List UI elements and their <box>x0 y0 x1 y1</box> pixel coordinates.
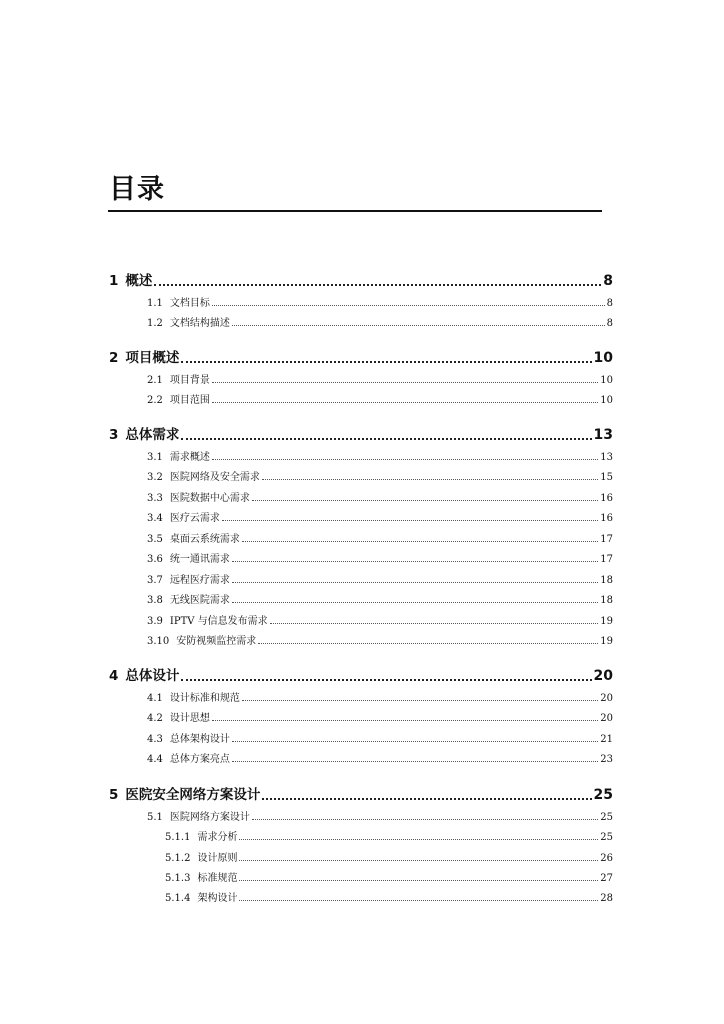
toc-entry-label: 总体架构设计 <box>169 734 230 745</box>
toc-entry-number: 4.1 <box>147 693 163 704</box>
toc-entry-page: 15 <box>600 472 613 483</box>
toc-entry-label: 统一通讯需求 <box>169 554 230 565</box>
toc-entry-number: 3.7 <box>147 575 163 586</box>
toc-leader-dots <box>239 880 598 881</box>
toc-entry-label: 设计原则 <box>197 853 238 864</box>
toc-entry-number: 4.4 <box>147 754 163 765</box>
toc-entry-label: 设计思想 <box>169 713 210 724</box>
toc-entry-page: 17 <box>600 534 613 545</box>
toc-entry-label: 项目概述 <box>125 350 180 366</box>
toc-entry[interactable] <box>147 612 613 627</box>
toc-entry-label: 架构设计 <box>197 893 238 904</box>
toc-entry-label: 需求概述 <box>169 452 210 463</box>
toc-entry[interactable] <box>147 689 613 704</box>
toc-entry-number: 2 <box>109 350 119 366</box>
toc-entry[interactable] <box>165 889 613 904</box>
toc-entry-number: 2.1 <box>147 375 163 386</box>
toc-entry-page: 20 <box>600 693 613 704</box>
toc-entry-page: 17 <box>600 554 613 565</box>
toc-entry-label: 需求分析 <box>197 832 238 843</box>
toc-entry[interactable] <box>147 591 613 606</box>
toc-entry[interactable] <box>147 730 613 745</box>
toc-entry-label: 总体需求 <box>125 427 180 443</box>
toc-leader-dots <box>258 643 598 644</box>
toc-entry-label: 总体方案亮点 <box>169 754 230 765</box>
toc-leader-dots <box>181 361 591 363</box>
toc-entry-label: 医院网络及安全需求 <box>169 472 260 483</box>
toc-entry-page: 13 <box>593 427 613 443</box>
toc-entry[interactable] <box>147 571 613 586</box>
toc-entry-number: 5.1 <box>147 812 163 823</box>
toc-entry-label: 安防视频监控需求 <box>176 636 257 647</box>
toc-leader-dots <box>232 325 605 326</box>
toc-entry-page: 16 <box>600 513 613 524</box>
toc-entry[interactable] <box>147 709 613 724</box>
toc-entry[interactable] <box>147 808 613 823</box>
toc-entry[interactable] <box>165 849 613 864</box>
toc-entry-label: IPTV 与信息发布需求 <box>169 616 268 627</box>
toc-entry-page: 20 <box>600 713 613 724</box>
toc-entry-number: 4.2 <box>147 713 163 724</box>
toc-entry[interactable] <box>147 530 613 545</box>
toc-entry-number: 3.5 <box>147 534 163 545</box>
toc-entry[interactable] <box>109 783 613 803</box>
toc-entry[interactable] <box>147 489 613 504</box>
toc-leader-dots <box>154 284 601 286</box>
toc-entry-number: 3.4 <box>147 513 163 524</box>
toc-entry-number: 2.2 <box>147 395 163 406</box>
toc-leader-dots <box>212 402 598 403</box>
toc-entry[interactable] <box>147 750 613 765</box>
toc-leader-dots <box>252 819 598 820</box>
toc-entry-page: 26 <box>600 853 613 864</box>
toc-entry-page: 19 <box>600 616 613 627</box>
toc-entry-page: 10 <box>600 395 613 406</box>
toc-entry-number: 1.1 <box>147 298 163 309</box>
toc-entry-page: 20 <box>593 668 613 684</box>
toc-entry[interactable] <box>147 371 613 386</box>
toc-entry-number: 5.1.4 <box>165 893 191 904</box>
toc-leader-dots <box>212 720 598 721</box>
toc-entry-number: 5 <box>109 787 119 803</box>
toc-entry-label: 无线医院需求 <box>169 595 230 606</box>
toc-entry-number: 1 <box>109 273 119 289</box>
toc-entry-page: 10 <box>593 350 613 366</box>
toc-entry-page: 25 <box>600 812 613 823</box>
toc-entry-page: 25 <box>600 832 613 843</box>
toc-leader-dots <box>181 438 591 440</box>
toc-leader-dots <box>262 798 591 800</box>
toc-entry-label: 总体设计 <box>125 668 180 684</box>
toc-leader-dots <box>252 500 598 501</box>
toc-entry[interactable] <box>165 828 613 843</box>
toc-entry-page: 28 <box>600 893 613 904</box>
toc-entry[interactable] <box>109 664 613 684</box>
toc-entry-label: 医疗云需求 <box>169 513 220 524</box>
toc-entry-label: 标准规范 <box>197 873 238 884</box>
toc-leader-dots <box>232 561 598 562</box>
toc-entry-page: 8 <box>606 318 613 329</box>
toc-entry-number: 4.3 <box>147 734 163 745</box>
toc-entry-number: 3.2 <box>147 472 163 483</box>
toc-title: 目录 <box>109 174 165 205</box>
toc-entry-label: 项目范围 <box>169 395 210 406</box>
toc-leader-dots <box>232 761 598 762</box>
toc-entry-number: 5.1.3 <box>165 873 191 884</box>
toc-leader-dots <box>232 741 598 742</box>
toc-leader-dots <box>212 382 598 383</box>
toc-entry[interactable] <box>147 391 613 406</box>
toc-entry-label: 文档目标 <box>169 298 210 309</box>
toc-entry-page: 18 <box>600 575 613 586</box>
toc-entry-number: 3 <box>109 427 119 443</box>
toc-entry-label: 桌面云系统需求 <box>169 534 240 545</box>
toc-entry-page: 16 <box>600 493 613 504</box>
toc-entry[interactable] <box>109 423 613 443</box>
toc-entry[interactable] <box>147 468 613 483</box>
toc-entry[interactable] <box>147 294 613 309</box>
toc-entry-page: 18 <box>600 595 613 606</box>
toc-entry-number: 1.2 <box>147 318 163 329</box>
toc-entry-page: 10 <box>600 375 613 386</box>
toc-leader-dots <box>270 623 599 624</box>
toc-entry-label: 医院网络方案设计 <box>169 812 250 823</box>
toc-entry-number: 3.9 <box>147 616 163 627</box>
toc-entry-number: 3.10 <box>147 636 170 647</box>
toc-leader-dots <box>239 900 598 901</box>
toc-entry[interactable] <box>109 346 613 366</box>
toc-entry-label: 医院数据中心需求 <box>169 493 250 504</box>
toc-entry-label: 远程医疗需求 <box>169 575 230 586</box>
toc-entry[interactable] <box>109 269 613 289</box>
toc-entry[interactable] <box>147 550 613 565</box>
toc-entry-number: 5.1.2 <box>165 853 191 864</box>
toc-entry-page: 13 <box>600 452 613 463</box>
toc-leader-dots <box>212 459 598 460</box>
toc-leader-dots <box>232 582 598 583</box>
toc-leader-dots <box>239 839 598 840</box>
toc-entry-number: 3.3 <box>147 493 163 504</box>
toc-entry-number: 4 <box>109 668 119 684</box>
toc-leader-dots <box>222 520 598 521</box>
toc-entry-page: 27 <box>600 873 613 884</box>
toc-entry[interactable] <box>147 448 613 463</box>
toc-entry-page: 19 <box>600 636 613 647</box>
toc-leader-dots <box>181 679 591 681</box>
toc-entry-page: 21 <box>600 734 613 745</box>
toc-entry-label: 概述 <box>125 273 153 289</box>
toc-entry-page: 8 <box>603 273 613 289</box>
toc-entry-page: 8 <box>606 298 613 309</box>
toc-entry-label: 文档结构描述 <box>169 318 230 329</box>
toc-leader-dots <box>212 305 605 306</box>
toc-entry-label: 设计标准和规范 <box>169 693 240 704</box>
toc-entry-number: 3.1 <box>147 452 163 463</box>
toc-leader-dots <box>239 860 598 861</box>
toc-leader-dots <box>262 479 598 480</box>
toc-leader-dots <box>232 602 598 603</box>
toc-leader-dots <box>242 700 598 701</box>
toc-entry-number: 3.8 <box>147 595 163 606</box>
toc-entry[interactable] <box>147 632 613 647</box>
toc-entry-label: 医院安全网络方案设计 <box>125 787 261 803</box>
toc-entry-number: 5.1.1 <box>165 832 191 843</box>
toc-entry[interactable] <box>165 869 613 884</box>
toc-entry-label: 项目背景 <box>169 375 210 386</box>
toc-leader-dots <box>242 541 598 542</box>
toc-entry[interactable] <box>147 509 613 524</box>
toc-entry[interactable] <box>147 314 613 329</box>
toc-entry-number: 3.6 <box>147 554 163 565</box>
toc-entry-page: 25 <box>593 787 613 803</box>
toc-entry-page: 23 <box>600 754 613 765</box>
